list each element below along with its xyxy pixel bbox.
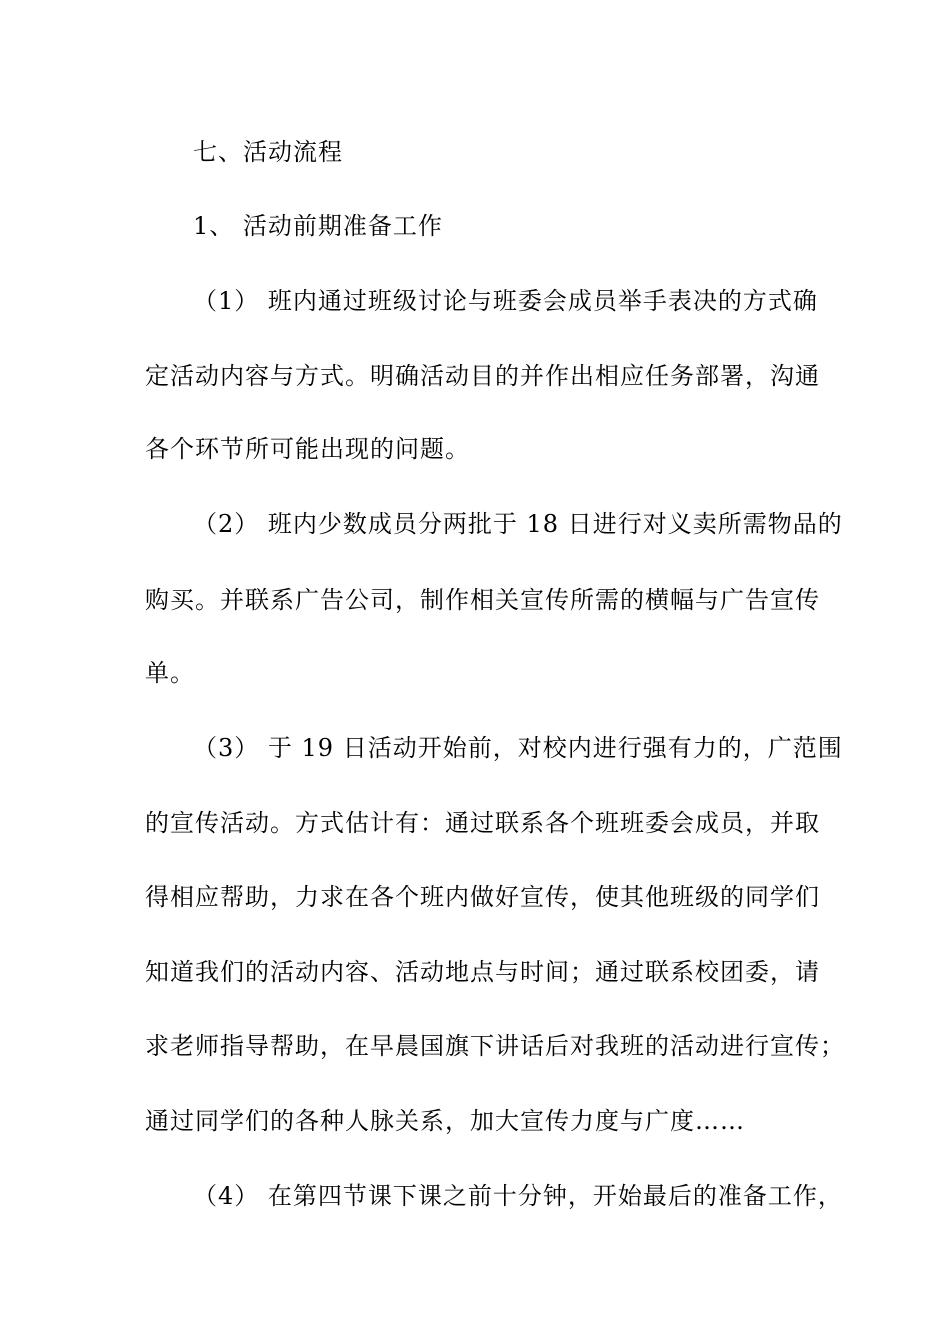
paragraph-line: （4） 在第四节课下课之前十分钟，开始最后的准备工作， bbox=[193, 1182, 843, 1210]
section-heading: 七、活动流程 bbox=[193, 138, 343, 166]
paragraph-line: （3） 于 19 日活动开始前，对校内进行强有力的，广范围 bbox=[193, 734, 843, 762]
paragraph-line: 购买。并联系广告公司，制作相关宣传所需的横幅与广告宣传 bbox=[145, 586, 820, 614]
paragraph-line: 得相应帮助，力求在各个班内做好宣传，使其他班级的同学们 bbox=[145, 883, 820, 911]
subsection-heading: 1、 活动前期准备工作 bbox=[193, 212, 443, 240]
paragraph-line: 定活动内容与方式。明确活动目的并作出相应任务部署，沟通 bbox=[145, 362, 820, 390]
paragraph-line: （2） 班内少数成员分两批于 18 日进行对义卖所需物品的 bbox=[193, 510, 843, 538]
paragraph-line: 知道我们的活动内容、活动地点与时间；通过联系校团委，请 bbox=[145, 958, 820, 986]
paragraph-line: （1） 班内通过班级讨论与班委会成员举手表决的方式确 bbox=[193, 287, 818, 315]
paragraph-line: 通过同学们的各种人脉关系，加大宣传力度与广度…… bbox=[145, 1107, 745, 1135]
paragraph-line: 的宣传活动。方式估计有：通过联系各个班班委会成员，并取 bbox=[145, 809, 820, 837]
paragraph-line: 各个环节所可能出现的问题。 bbox=[145, 435, 470, 463]
paragraph-line: 求老师指导帮助，在早晨国旗下讲话后对我班的活动进行宣传； bbox=[145, 1032, 845, 1060]
paragraph-line: 单。 bbox=[145, 659, 195, 687]
